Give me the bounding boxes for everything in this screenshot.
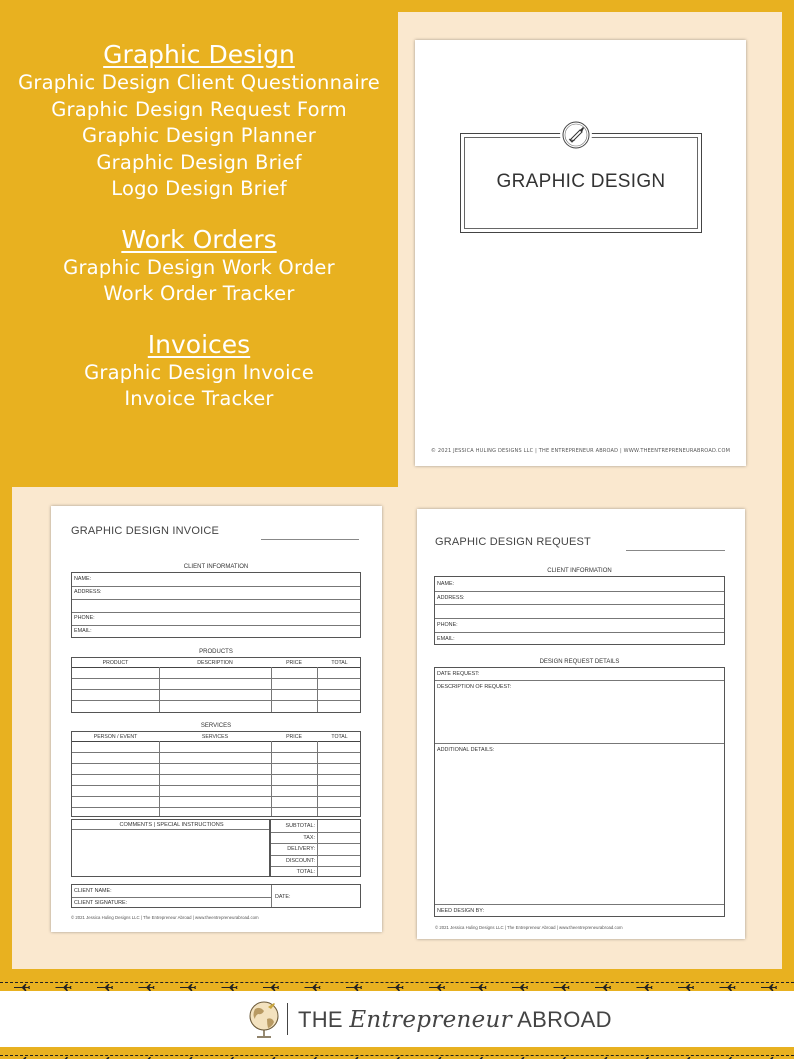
column-header: PRICE [286,660,302,666]
airplane-icon [263,984,279,991]
toc-item: Work Order Tracker [103,282,295,305]
toc-section-title: Invoices [147,329,251,359]
airplane-icon [512,984,528,991]
additional-details-label: ADDITIONAL DETAILS: [437,747,495,753]
totals-label: TAX: [303,834,315,841]
request-details-section-label: DESIGN REQUEST DETAILS [539,659,620,665]
column-header: PERSON / EVENT [93,734,138,740]
airplane-icon [56,984,72,991]
airplane-icon [139,984,155,991]
brand-logo [0,991,794,1047]
brand-script: Entrepreneur [349,1007,512,1033]
request-client-section-label: CLIENT INFORMATION [547,568,612,574]
airplane-icon [720,984,736,991]
request-footer: © 2021 Jessica Huling Designs LLC | The Entrepreneur Abroad | www.theentrepreneurabroad.com [435,925,623,930]
airplane-icon [471,984,487,991]
airplane-icon [595,984,611,991]
toc-item: Graphic Design Work Order [63,255,335,279]
column-header: SERVICES [201,734,229,740]
airplane-icon [305,984,321,991]
invoice-services-table [71,731,361,817]
invoice-products-table [71,657,361,713]
globe-icon [243,997,285,1041]
airplane-icon-row-top [0,977,794,987]
toc-item: Graphic Design Invoice [84,360,314,384]
invoice-client-box [71,572,361,638]
description-label: DESCRIPTION OF REQUEST: [437,684,512,690]
totals-label: DISCOUNT: [285,857,315,864]
brand-name [298,1007,612,1033]
airplane-icon [388,984,404,991]
toc-item: Invoice Tracker [124,387,274,410]
invoice-signature-box [71,884,361,908]
airplane-icon [761,984,777,991]
field-label: EMAIL: [74,628,92,634]
need-design-by-label: NEED DESIGN BY: [437,908,485,914]
invoice-comments-box [71,819,270,877]
airplane-icon [97,984,113,991]
totals-label: DELIVERY: [287,846,315,852]
airplane-icon [346,984,362,991]
toc-section-title: Work Orders [121,224,277,254]
toc-item: Graphic Design Planner [82,124,316,147]
field-label: ADDRESS: [74,589,102,595]
invoice-footer: © 2021 Jessica Huling Designs LLC | The Entrepreneur Abroad | www.theentrepreneurabroad.com [71,915,259,920]
brand-part1: THE [298,1007,350,1032]
table-of-contents [0,40,398,435]
invoice-title: GRAPHIC DESIGN INVOICE [71,525,220,537]
toc-section-title: Graphic Design [103,40,295,69]
field-label: PHONE: [437,622,458,628]
toc-item: Graphic Design Request Form [51,97,347,121]
column-header: PRODUCT [102,660,129,666]
date-request-label: DATE REQUEST: [437,671,480,677]
airplane-icon [554,984,570,991]
invoice-services-section-label: SERVICES [200,723,232,729]
column-header: PRICE [286,734,302,740]
toc-section-work-orders [0,225,398,308]
toc-section-graphic-design [0,40,398,203]
invoice-page [51,506,382,932]
brand-bar [0,991,794,1047]
comments-label: COMMENTS | SPECIAL INSTRUCTIONS [119,822,224,828]
column-header: TOTAL [331,734,348,740]
request-title: GRAPHIC DESIGN REQUEST [435,536,591,548]
toc-item: Graphic Design Client Questionnaire [18,71,380,94]
invoice-products-section-label: PRODUCTS [199,649,233,655]
field-label: EMAIL: [437,635,455,642]
invoice-totals-box [270,819,361,877]
field-label: ADDRESS: [437,594,465,601]
airplane-icon [14,984,30,991]
totals-label: SUBTOTAL: [285,823,315,829]
toc-item: Logo Design Brief [111,177,287,200]
cover-title: GRAPHIC DESIGN [496,171,666,192]
airplane-icon [222,984,238,991]
request-client-box [434,576,725,645]
airplane-icon [637,984,653,991]
field-label: NAME: [74,576,92,582]
airplane-icon [678,984,694,991]
cover-page [415,40,746,466]
column-header: TOTAL [331,660,348,666]
airplane-icon [429,984,445,991]
client-name-label: CLIENT NAME: [74,887,112,894]
cover-footer: © 2021 JESSICA HULING DESIGNS LLC | THE ENTREPRENEUR ABROAD | WWW.THEENTREPRENEURABROAD.COM [430,448,731,454]
request-page [417,509,745,939]
hand-holding-pen-icon [560,119,592,151]
toc-item: Graphic Design Brief [96,150,302,174]
date-label: DATE: [275,894,291,900]
totals-label: TOTAL: [296,869,315,875]
invoice-client-section-label: CLIENT INFORMATION [183,564,249,570]
client-signature-label: CLIENT SIGNATURE: [74,899,128,906]
column-header: DESCRIPTION [197,660,233,666]
field-label: NAME: [437,581,455,587]
brand-part2: ABROAD [511,1007,612,1032]
airplane-icon [180,984,196,991]
airplane-icon-row-bottom [0,1050,794,1059]
request-details-box [434,667,725,917]
toc-section-invoices [0,330,398,413]
field-label: PHONE: [74,615,95,621]
